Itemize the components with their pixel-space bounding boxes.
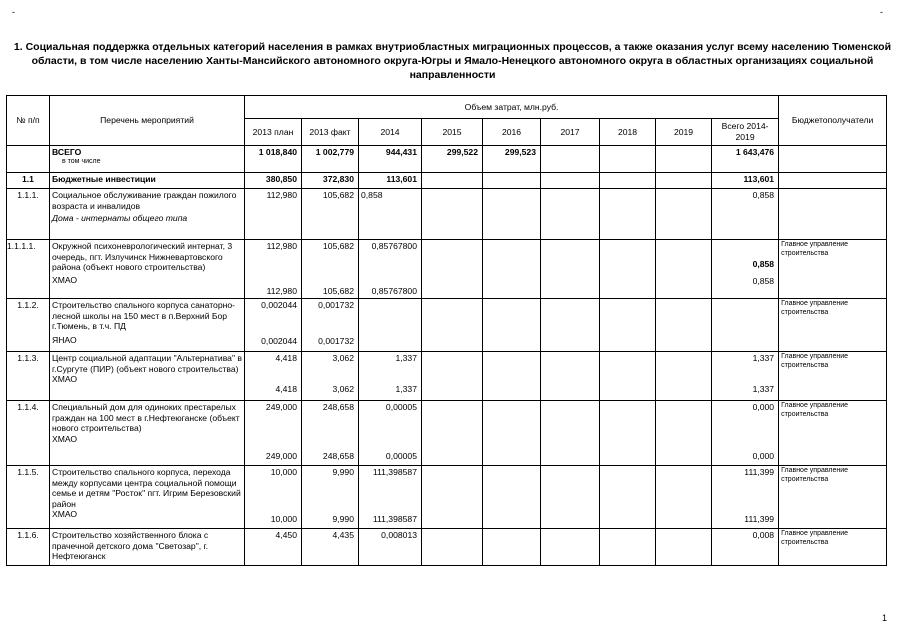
- value-region: 0,001732: [318, 335, 354, 346]
- value-region: 10,000: [270, 513, 297, 524]
- cell-value: [541, 189, 600, 240]
- value-total: 249,000: [265, 402, 297, 412]
- value-total: 1,337: [395, 353, 417, 363]
- value-total: 0,85767800: [371, 241, 417, 251]
- table-row: [7, 466, 887, 529]
- cell-value: [541, 299, 600, 352]
- cell-value: [422, 466, 483, 529]
- value-region: 0,85767800: [371, 285, 417, 296]
- cell-value: 0,008: [712, 529, 779, 566]
- header-year: 2018: [600, 119, 656, 146]
- cell-recipient: Главное управление строительства: [779, 401, 887, 466]
- cell-value: 113,601: [712, 173, 779, 189]
- row-num: 1.1.3.: [7, 352, 50, 401]
- row-num: [7, 146, 50, 173]
- cell-value: [483, 240, 541, 299]
- cell-value: [483, 529, 541, 566]
- cell-value: [541, 466, 600, 529]
- row-name: [50, 299, 245, 352]
- page-number: 1: [882, 613, 888, 623]
- value-total: 0,002044: [261, 300, 297, 310]
- cell-value: [656, 466, 712, 529]
- cell-value: [656, 173, 712, 189]
- header-year: 2017: [541, 119, 600, 146]
- row-title: Строительство спального корпуса санаторно-лесной школы на 150 мест в п.Верхний Бор г.Тюмень, в т.ч. ПД: [52, 300, 235, 332]
- cell-value: [302, 401, 359, 466]
- header-year: 2013 факт: [302, 119, 359, 146]
- cell-value: [656, 146, 712, 173]
- cell-value: [541, 240, 600, 299]
- cell-recipient: [779, 173, 887, 189]
- header-costs: Объем затрат, млн.руб.: [245, 96, 779, 119]
- row-region: ХМАО: [52, 274, 78, 285]
- cell-value: [600, 529, 656, 566]
- header-name: Перечень мероприятий: [50, 96, 245, 146]
- cell-value: [359, 240, 422, 299]
- cell-value: [483, 466, 541, 529]
- row-name: Строительство хозяйственного блока с прачечной детского дома "Светозар", г. Нефтеюганск: [50, 529, 245, 566]
- header-year: 2014: [359, 119, 422, 146]
- value-region: 112,980: [266, 285, 297, 296]
- cell-value: [712, 401, 779, 466]
- value-region: 1,337: [395, 383, 417, 394]
- value-total: 105,682: [322, 241, 354, 251]
- table-row: [7, 189, 887, 240]
- cell-value: [656, 240, 712, 299]
- cell-value: [600, 189, 656, 240]
- table-row: [7, 529, 887, 566]
- value-total: 3,062: [332, 353, 354, 363]
- value-region: 3,062: [332, 383, 354, 394]
- value-total: 0,00005: [385, 402, 417, 412]
- value-total: 10,000: [270, 467, 297, 477]
- value-region: 111,398587: [372, 513, 417, 524]
- cell-value: [483, 189, 541, 240]
- row-name: [50, 189, 245, 240]
- cell-recipient: Главное управление строительства: [779, 529, 887, 566]
- corner-mark-top-left: -: [12, 7, 15, 17]
- cell-value: [656, 352, 712, 401]
- section-title: 1. Социальная поддержка отдельных категорий населения в рамках внутриобластных миграционных процессов, а также оказания услуг всему населению Тюменской области, в том числе населению Ханты-Мансийского автономного округа-Югры и Ямало-Ненецкого автономного округа в областных организациях социальной направленности: [13, 41, 892, 81]
- cell-value: [712, 240, 779, 299]
- header-num: № п/п: [7, 96, 50, 146]
- cell-value: 372,830: [302, 173, 359, 189]
- corner-mark-top-right: -: [880, 7, 883, 17]
- row-title: Специальный дом для одиноких престарелых граждан на 100 мест в г.Нефтеюганске (объект нового строительства): [52, 402, 240, 434]
- header-year: 2013 план: [245, 119, 302, 146]
- table-row: [7, 173, 887, 189]
- cell-value: [302, 299, 359, 352]
- row-name: Бюджетные инвестиции: [50, 173, 245, 189]
- cell-value: 4,450: [245, 529, 302, 566]
- cell-value: [483, 352, 541, 401]
- cell-value: [541, 146, 600, 173]
- row-title: Социальное обслуживание граждан пожилого возраста и инвалидов: [52, 190, 237, 211]
- cell-value: [302, 352, 359, 401]
- cell-value: [541, 173, 600, 189]
- cell-value: [712, 299, 779, 352]
- value-total: 248,658: [322, 402, 354, 412]
- cell-value: [359, 299, 422, 352]
- row-num: 1.1.1.: [7, 189, 50, 240]
- cell-value: [422, 529, 483, 566]
- cell-value: [656, 529, 712, 566]
- row-num: 1.1.4.: [7, 401, 50, 466]
- header-row-1: [7, 96, 887, 119]
- cell-recipient: Главное управление строительства: [779, 352, 887, 401]
- cell-value: [483, 401, 541, 466]
- value-total: 0,000: [752, 402, 775, 412]
- cell-value: 112,980: [245, 189, 302, 240]
- value-region: 249,000: [265, 450, 297, 461]
- row-num: 1.1.6.: [7, 529, 50, 566]
- row-name: [50, 401, 245, 466]
- cell-value: [600, 146, 656, 173]
- cell-value: [600, 466, 656, 529]
- table-row: [7, 299, 887, 352]
- cell-value: [656, 299, 712, 352]
- cell-value: [245, 240, 302, 299]
- value-total: 111,398587: [372, 467, 417, 477]
- cell-value: 105,682: [302, 189, 359, 240]
- cell-value: [656, 401, 712, 466]
- cell-value: [302, 240, 359, 299]
- row-region: ХМАО: [52, 433, 78, 444]
- row-note: в том числе: [62, 157, 101, 165]
- header-year: Всего 2014-2019: [712, 119, 779, 146]
- cell-value: 0,858: [712, 189, 779, 240]
- cell-value: 944,431: [359, 146, 422, 173]
- cell-value: [245, 299, 302, 352]
- value-total: 112,980: [266, 241, 297, 251]
- cell-value: 299,523: [483, 146, 541, 173]
- value-total: 111,399: [744, 467, 775, 477]
- value-region: 0,858: [752, 275, 775, 286]
- value-region: 4,418: [275, 383, 297, 394]
- cell-value: [302, 466, 359, 529]
- cell-value: 0,008013: [359, 529, 422, 566]
- value-region: 105,682: [322, 285, 354, 296]
- table-row: [7, 146, 887, 173]
- header-year: 2019: [656, 119, 712, 146]
- cell-value: [422, 401, 483, 466]
- cell-value: [359, 401, 422, 466]
- cell-recipient: Главное управление строительства: [779, 299, 887, 352]
- cell-value: [541, 401, 600, 466]
- cell-value: [483, 299, 541, 352]
- cell-value: 299,522: [422, 146, 483, 173]
- row-region: ХМАО: [52, 509, 78, 520]
- cell-value: 1 002,779: [302, 146, 359, 173]
- cell-value: 1 018,840: [245, 146, 302, 173]
- value-region: 0,000: [752, 450, 775, 461]
- row-region: ХМАО: [52, 374, 78, 385]
- cell-value: 1 643,476: [712, 146, 779, 173]
- table-row: [7, 401, 887, 466]
- row-name: [50, 240, 245, 299]
- cell-recipient: [779, 146, 887, 173]
- cell-value: [541, 529, 600, 566]
- cell-value: [483, 173, 541, 189]
- cell-value: 380,850: [245, 173, 302, 189]
- cell-value: [656, 189, 712, 240]
- cell-value: [359, 466, 422, 529]
- row-region: ЯНАО: [52, 334, 77, 345]
- cell-value: [600, 352, 656, 401]
- row-subtitle: Дома - интернаты общего типа: [52, 213, 188, 224]
- value-region: 0,002044: [261, 335, 297, 346]
- cell-value: [422, 240, 483, 299]
- row-num: 1.1.5.: [7, 466, 50, 529]
- row-title: Строительство спального корпуса, перехода между корпусами центра социальной помощи семье и детям "Росток" пгт. Игрим Березовский район: [52, 467, 241, 509]
- cell-value: [359, 352, 422, 401]
- cell-value: [541, 352, 600, 401]
- cell-value: [245, 466, 302, 529]
- cell-value: [245, 352, 302, 401]
- cell-value: [422, 352, 483, 401]
- row-title: Окружной психоневрологический интернат, 3 очередь, пгт. Излучинск Нижневартовского района (объект нового строительства): [52, 241, 233, 273]
- value-region: 9,990: [332, 513, 354, 524]
- value-region: 0,00005: [385, 450, 417, 461]
- value-total: 0,858: [752, 259, 775, 269]
- cell-value: [600, 299, 656, 352]
- row-name: [50, 466, 245, 529]
- row-title: Центр социальной адаптации "Альтернатива" в г.Сургуте (ПИР) (объект нового строительства): [52, 353, 242, 374]
- header-year: 2016: [483, 119, 541, 146]
- row-num: 1.1.1.1.: [7, 240, 50, 299]
- value-region: 248,658: [322, 450, 354, 461]
- cell-recipient: Главное управление строительства: [779, 240, 887, 299]
- value-total: 0,001732: [318, 300, 354, 310]
- value-region: 111,399: [744, 513, 775, 524]
- cell-value: [712, 352, 779, 401]
- row-title: ВСЕГО: [52, 147, 82, 157]
- cell-value: [600, 240, 656, 299]
- value-region: 1,337: [752, 383, 775, 394]
- value-total: 1,337: [752, 353, 775, 363]
- cell-value: [712, 466, 779, 529]
- cell-value: [422, 189, 483, 240]
- cell-value: [600, 401, 656, 466]
- row-num: 1.1.2.: [7, 299, 50, 352]
- cell-value: 4,435: [302, 529, 359, 566]
- cell-recipient: Главное управление строительства: [779, 466, 887, 529]
- row-num: 1.1: [7, 173, 50, 189]
- cell-value: [422, 173, 483, 189]
- value-total: 4,418: [275, 353, 297, 363]
- header-year: 2015: [422, 119, 483, 146]
- cell-value: [600, 173, 656, 189]
- cell-recipient: [779, 189, 887, 240]
- value-total: 9,990: [332, 467, 354, 477]
- cell-value: 0,858: [359, 189, 422, 240]
- budget-table: [6, 95, 887, 566]
- cell-value: 113,601: [359, 173, 422, 189]
- row-name: [50, 352, 245, 401]
- cell-value: [422, 299, 483, 352]
- table-row: [7, 352, 887, 401]
- table-row: [7, 240, 887, 299]
- cell-value: [245, 401, 302, 466]
- header-recipients: Бюджетополучатели: [779, 96, 887, 146]
- row-name: [50, 146, 245, 173]
